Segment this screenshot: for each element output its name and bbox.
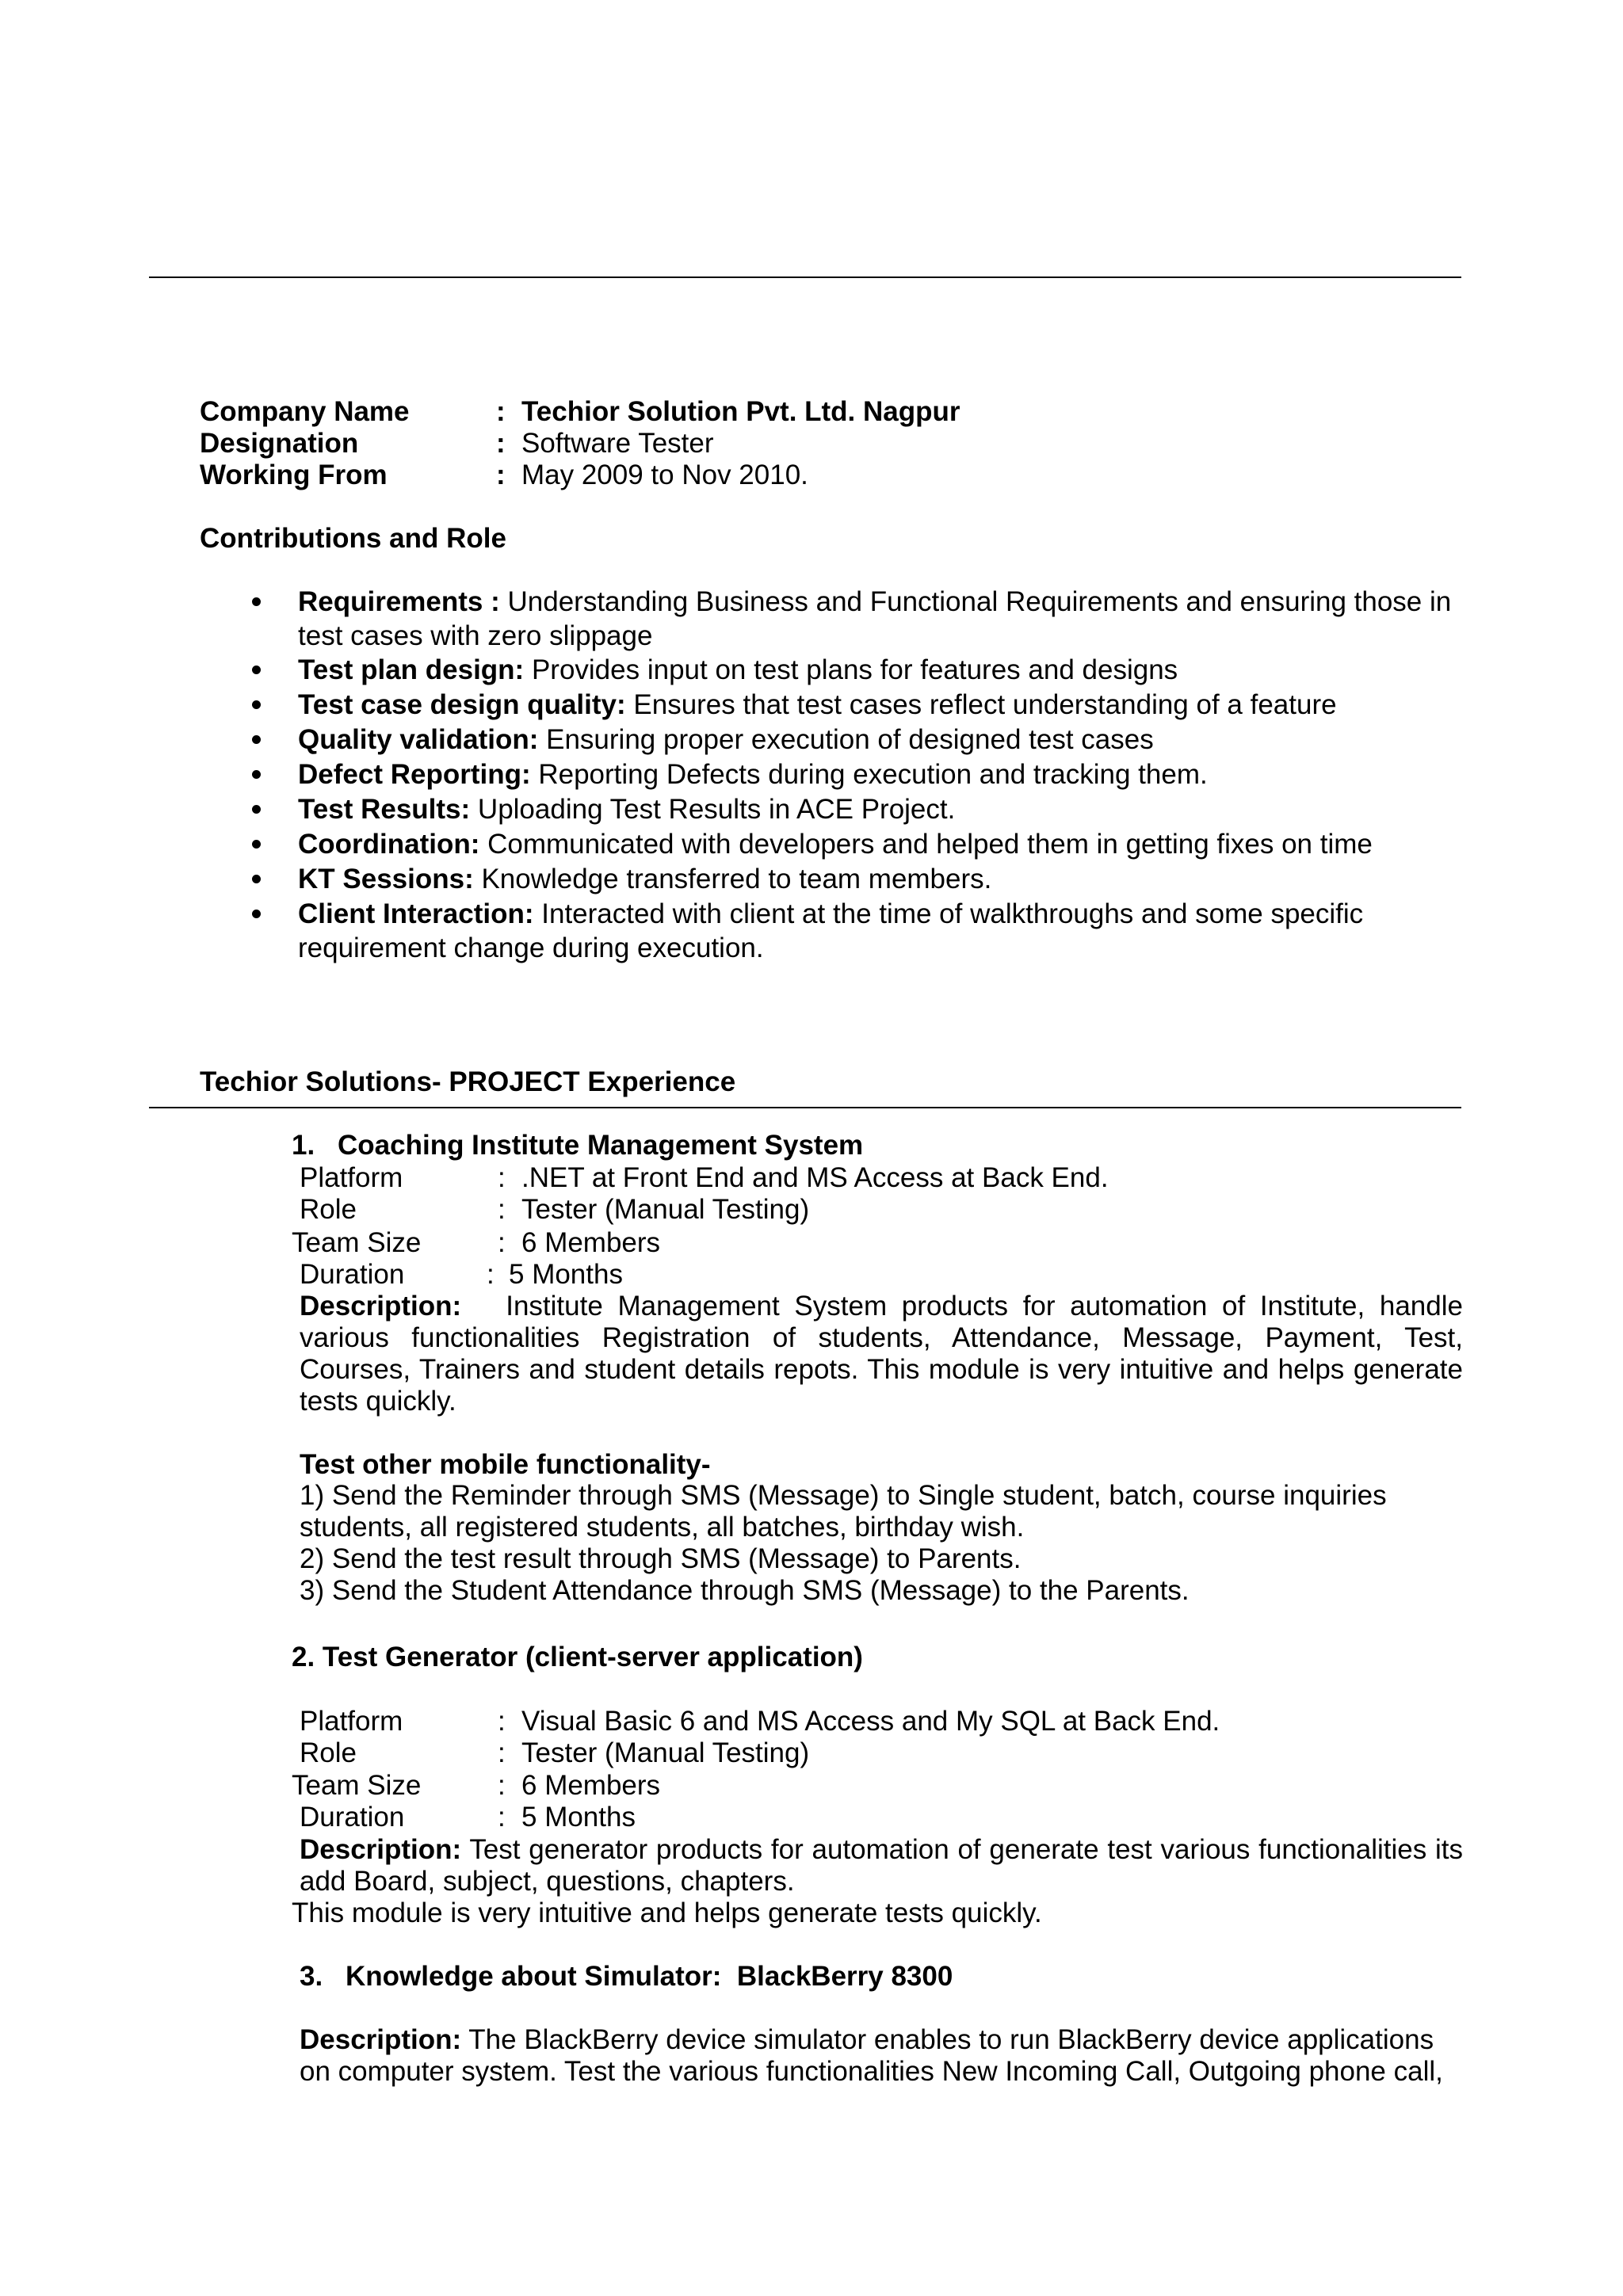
company-name-value: Techior Solution Pvt. Ltd. Nagpur (521, 396, 960, 427)
list-item (252, 688, 1472, 723)
item-text: Understanding Business and Functional Requirements and ensuring those in test cases with zero slippage (298, 586, 1452, 651)
mobile-functionality-list (300, 1480, 1387, 1607)
project-number: 3. (300, 1961, 323, 1992)
colon: : (498, 1194, 506, 1225)
item-label: Test plan design: (298, 654, 525, 685)
list-item (252, 792, 1472, 827)
colon: : (496, 396, 506, 427)
company-name-label: Company Name (200, 396, 410, 427)
item-text: Interacted with client at the time of walkthroughs and some specific requirement change during execution. (298, 898, 1364, 963)
bullet-icon (252, 805, 261, 814)
list-item (252, 757, 1472, 792)
colon: : (496, 460, 506, 490)
mobile-functionality-heading: Test other mobile functionality- (300, 1449, 711, 1480)
item-label: KT Sessions: (298, 864, 474, 894)
list-item (252, 897, 1472, 965)
role-label: Role (300, 1737, 357, 1768)
role-value: Tester (Manual Testing) (521, 1194, 810, 1225)
platform-label: Platform (300, 1706, 403, 1737)
item-label: Test Results: (298, 794, 471, 825)
bullet-icon (252, 875, 261, 883)
item-label: Defect Reporting: (298, 759, 531, 790)
bullet-icon (252, 735, 261, 744)
duration-value: 5 Months (509, 1259, 623, 1290)
designation-label: Designation (200, 428, 359, 459)
team-size-label: Team Size (292, 1227, 422, 1258)
project-note: This module is very intuitive and helps generate tests quickly. (292, 1897, 1042, 1928)
working-from-value: May 2009 to Nov 2010. (521, 460, 808, 490)
description-text: The BlackBerry device simulator enables to run BlackBerry device applications on computer system. Test the various functionalities New Incoming Call, Outgoing phone call, (300, 2024, 1443, 2087)
item-label: Client Interaction: (298, 898, 534, 929)
colon: : (498, 1227, 506, 1258)
header-divider (149, 277, 1461, 278)
project-description (300, 1834, 1463, 1897)
list-item (252, 585, 1472, 653)
bullet-icon (252, 700, 261, 709)
colon: : (496, 428, 506, 459)
contributions-list (252, 585, 1472, 965)
item-text: Ensures that test cases reflect understanding of a feature (625, 689, 1337, 720)
list-item (252, 862, 1472, 897)
item-text: Reporting Defects during execution and tracking them. (530, 759, 1208, 790)
role-label: Role (300, 1194, 357, 1225)
colon: : (498, 1162, 506, 1193)
designation-value: Software Tester (521, 428, 714, 459)
project-title: Knowledge about Simulator: BlackBerry 8300 (346, 1961, 953, 1992)
role-value: Tester (Manual Testing) (521, 1737, 810, 1768)
platform-label: Platform (300, 1162, 403, 1193)
project-title: Coaching Institute Management System (338, 1130, 864, 1161)
item-label: Coordination: (298, 829, 480, 860)
list-item (252, 827, 1472, 862)
description-label: Description: (300, 1291, 462, 1322)
item-label: Requirements : (298, 586, 500, 617)
item-text: Communicated with developers and helped them in getting fixes on time (479, 829, 1373, 860)
description-text: Test generator products for automation of generate test various functionalities its add Board, subject, questions, chapters. (300, 1834, 1463, 1897)
item-text: Ensuring proper execution of designed test cases (538, 724, 1154, 755)
working-from-label: Working From (200, 460, 388, 490)
projects-divider (149, 1107, 1461, 1108)
contributions-heading: Contributions and Role (200, 523, 506, 554)
bullet-icon (252, 840, 261, 849)
description-label: Description: (300, 2024, 462, 2055)
bullet-icon (252, 910, 261, 918)
team-size-label: Team Size (292, 1770, 422, 1801)
description-label: Description: (300, 1834, 462, 1865)
team-size-value: 6 Members (521, 1770, 661, 1801)
bullet-icon (252, 770, 261, 779)
colon: : (498, 1770, 506, 1801)
colon: : (498, 1802, 506, 1833)
description-text: Institute Management System products for automation of Institute, handle various functionalities Registration of students, Attendance, Message, Payment, Test, Courses, Trainers and student details repots. This module is very intuitive and helps generate tests quickly. (300, 1291, 1463, 1417)
colon: : (487, 1259, 495, 1290)
project-title: 2. Test Generator (client-server application) (292, 1642, 863, 1672)
platform-value: .NET at Front End and MS Access at Back End. (521, 1162, 1109, 1193)
item-text: Provides input on test plans for features and designs (524, 654, 1178, 685)
colon: : (498, 1706, 506, 1737)
list-item: 3) Send the Student Attendance through SMS (Message) to the Parents. (300, 1575, 1190, 1606)
list-item: 1) Send the Reminder through SMS (Message) to Single student, batch, course inquiries (300, 1480, 1387, 1511)
item-label: Quality validation: (298, 724, 539, 755)
item-text: Uploading Test Results in ACE Project. (470, 794, 956, 825)
bullet-icon (252, 666, 261, 674)
colon: : (498, 1737, 506, 1768)
project-number: 1. (292, 1130, 315, 1161)
project-description (300, 2024, 1463, 2088)
list-item (252, 653, 1472, 688)
platform-value: Visual Basic 6 and MS Access and My SQL at Back End. (521, 1706, 1220, 1737)
duration-label: Duration (300, 1259, 405, 1290)
list-item: 2) Send the test result through SMS (Message) to Parents. (300, 1543, 1022, 1574)
projects-heading: Techior Solutions- PROJECT Experience (200, 1066, 736, 1097)
list-item: students, all registered students, all batches, birthday wish. (300, 1512, 1025, 1543)
duration-label: Duration (300, 1802, 405, 1833)
duration-value: 5 Months (521, 1802, 636, 1833)
item-label: Test case design quality: (298, 689, 626, 720)
bullet-icon (252, 597, 261, 606)
project-description (300, 1291, 1463, 1417)
list-item (252, 723, 1472, 757)
team-size-value: 6 Members (521, 1227, 661, 1258)
item-text: Knowledge transferred to team members. (473, 864, 992, 894)
